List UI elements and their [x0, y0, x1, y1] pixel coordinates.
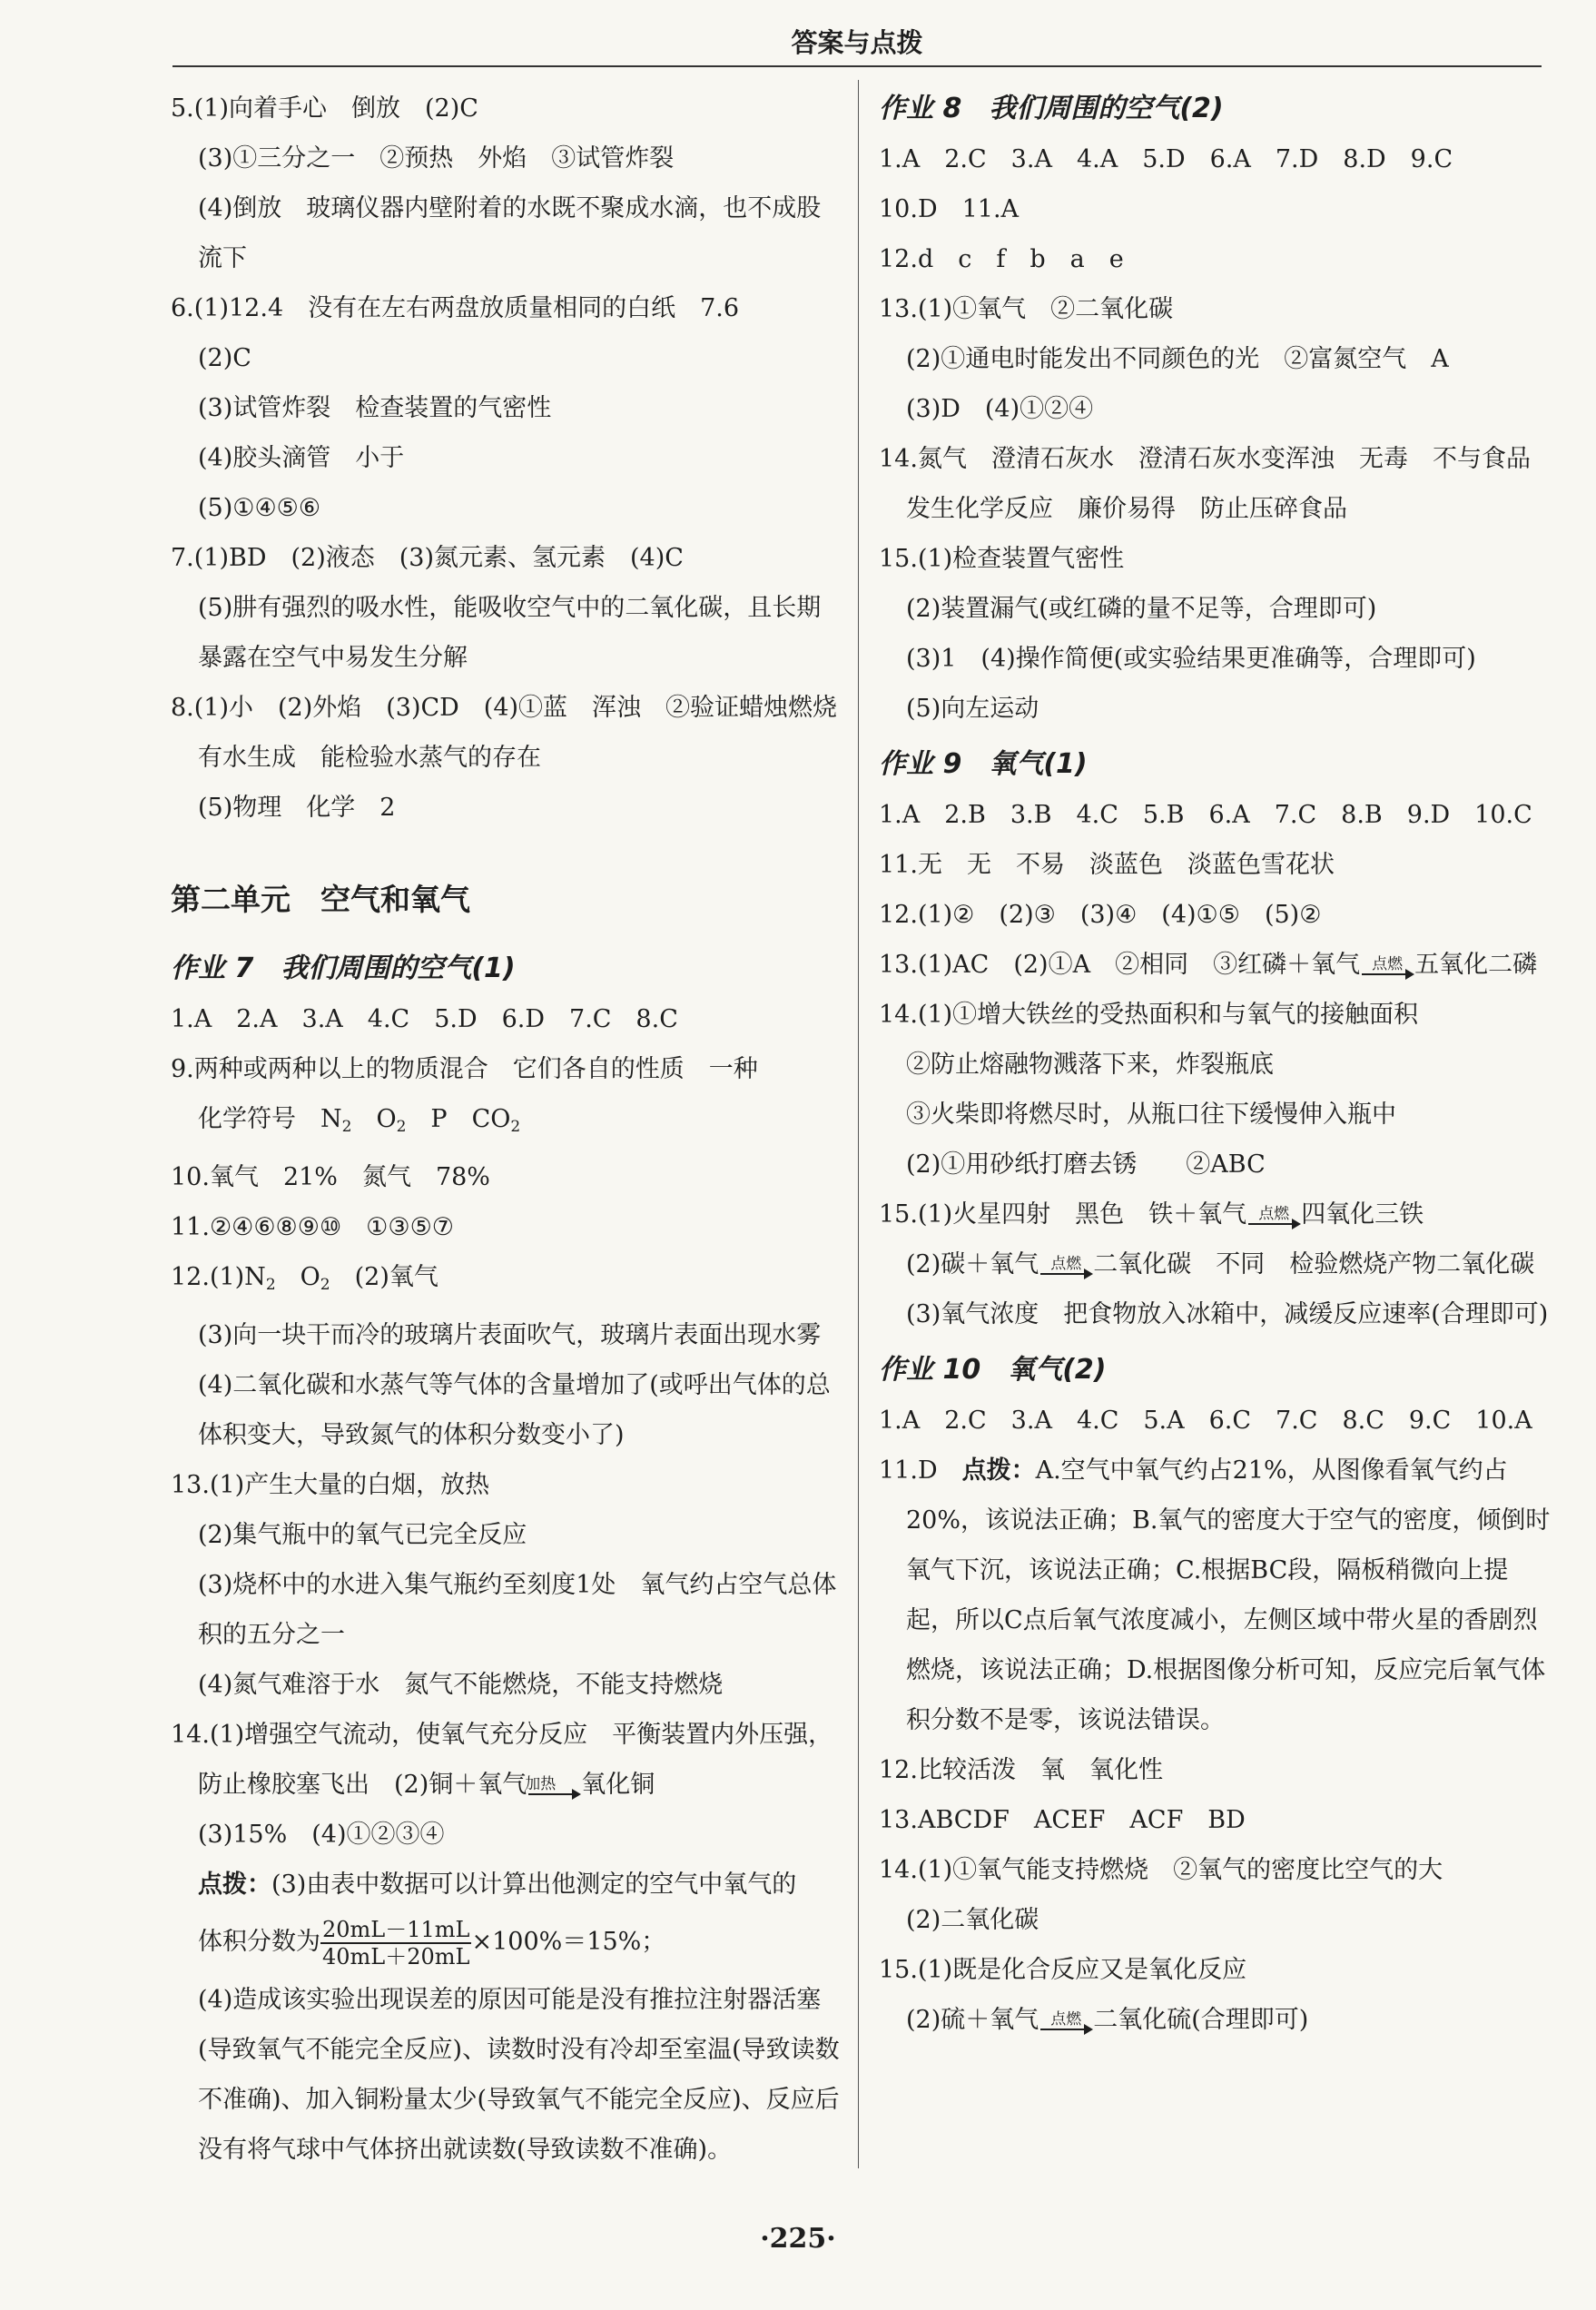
text-run: O [351, 1105, 397, 1133]
text-run: 氧化铜 [581, 1771, 655, 1799]
fraction [320, 1917, 471, 1969]
text-run: 二氧化硫(合理即可) [1093, 2006, 1309, 2034]
text-run: 二氧化碳 不同 检验燃烧产物二氧化碳 [1093, 1250, 1535, 1278]
page-number: ·225· [760, 2223, 836, 2255]
answer-line: (5)①④⑤⑥ [198, 494, 321, 522]
answer-line: (4)胶头滴管 小于 [198, 444, 405, 472]
reaction-condition: 加热 [525, 1775, 557, 1793]
answer-line: (4)氮气难溶于水 氮气不能燃烧，不能支持燃烧 [198, 1671, 724, 1699]
answer-line: ③火柴即将燃尽时，从瓶口往下缓慢伸入瓶中 [906, 1101, 1396, 1129]
left-column [171, 84, 844, 2175]
answer-line [879, 940, 1551, 990]
answer-line: 14.(1)①增大铁丝的受热面积和与氧气的接触面积 [879, 1001, 1419, 1029]
subscript: 2 [510, 1118, 521, 1136]
reaction-arrow [1362, 956, 1413, 975]
answer-line: (3)烧杯中的水进入集气瓶约至刻度1处 氧气约占空气总体积的五分之一 [198, 1571, 837, 1649]
answer-line: 10.D 11.A [879, 195, 1020, 223]
answer-line: (3)向一块干而冷的玻璃片表面吹气，玻璃片表面出现水雾 [198, 1321, 822, 1349]
homework-title: 作业 8 我们周围的空气(2) [879, 93, 1224, 124]
answer-line: (3)D (4)①②④ [906, 395, 1094, 423]
text-run: 四氧化三铁 [1301, 1200, 1424, 1229]
answer-line: 11.无 无 不易 淡蓝色 淡蓝色雪花状 [879, 851, 1335, 879]
text-run: 化学符号 N [198, 1105, 342, 1133]
fraction-numerator: 20mL－11mL [322, 1916, 470, 1942]
answer-line: (2)C [198, 344, 251, 372]
reaction-condition: 点燃 [1372, 955, 1404, 973]
answer-line [171, 1910, 844, 1975]
answer-line: 1.A 2.B 3.B 4.C 5.B 6.A 7.C 8.B 9.D 10.C [879, 801, 1532, 829]
answer-line [879, 1190, 1551, 1239]
answer-line: ②防止熔融物溅落下来，炸裂瓶底 [906, 1051, 1274, 1079]
reaction-condition: 点燃 [1258, 1205, 1290, 1223]
text-run: 13.(1)AC (2)①A ②相同 ③红磷＋氧气 [879, 951, 1361, 979]
answer-line: (5)肼有强烈的吸水性，能吸收空气中的二氧化碳，且长期暴露在空气中易发生分解 [198, 594, 822, 672]
answer-line [171, 1710, 844, 1810]
reaction-arrow [1248, 1206, 1299, 1225]
answer-line: 14.(1)①氧气能支持燃烧 ②氧气的密度比空气的大 [879, 1856, 1443, 1884]
answer-line: 7.(1)BD (2)液态 (3)氮元素、氢元素 (4)C [171, 544, 684, 572]
answer-line: 11.②④⑥⑧⑨⑩ ①③⑤⑦ [171, 1213, 454, 1241]
text-run: 14.(1)增强空气流动，使氧气充分反应 平衡装置内外压强，防止橡胶塞飞出 (2)铜＋氧气 [171, 1721, 833, 1799]
homework-title: 作业 10 氧气(2) [879, 1354, 1107, 1386]
answer-line [171, 1094, 844, 1152]
answer-line [171, 1860, 844, 1910]
answer-line [171, 1252, 844, 1310]
text-run: (2)氧气 [330, 1263, 438, 1291]
text-run: 五氧化二磷 [1414, 951, 1538, 979]
answer-line: 13.ABCDF ACEF ACF BD [879, 1806, 1246, 1834]
right-column [879, 84, 1551, 2045]
subscript: 2 [320, 1276, 330, 1294]
answer-line: 8.(1)小 (2)外焰 (3)CD (4)①蓝 浑浊 ②验证蜡烛燃烧有水生成 能检验水蒸气的存在 [171, 694, 838, 772]
answer-line: 13.(1)①氧气 ②二氧化碳 [879, 295, 1174, 323]
answer-line: (4)倒放 玻璃仪器内壁附着的水既不聚成水滴，也不成股流下 [198, 194, 822, 272]
answer-line: 10.氧气 21% 氮气 78% [171, 1163, 490, 1191]
answer-line: (3)1 (4)操作简便(或实验结果更准确等，合理即可) [906, 645, 1476, 673]
column-divider [858, 80, 859, 2168]
answer-line: 1.A 2.C 3.A 4.C 5.A 6.C 7.C 8.C 9.C 10.A [879, 1407, 1532, 1435]
tip-label: 点拨： [198, 1871, 271, 1899]
text-run: 12.(1)N [171, 1263, 266, 1291]
answer-line: (3)试管炸裂 检查装置的气密性 [198, 394, 552, 422]
answer-line: (3)15% (4)①②③④ [198, 1821, 445, 1849]
tip-label: 点拨： [961, 1456, 1036, 1485]
answer-line: (2)集气瓶中的氧气已完全反应 [198, 1521, 527, 1549]
unit-title: 第二单元 空气和氧气 [171, 882, 470, 917]
text-run: (2)碳＋氧气 [906, 1250, 1039, 1278]
answer-line: (2)①用砂纸打磨去锈 ②ABC [906, 1150, 1266, 1179]
text-run: 11.D [879, 1456, 962, 1485]
text-run: A.空气中氧气约占21%，从图像看氧气约占20%，该说法正确；B.氧气的密度大于空气的密度，倾倒时氧气下沉，该说法正确；C.根据BC段，隔板稍微向上提起，所以C点后氧气浓度减小，左侧区域中带火星的香剧烈燃烧，该说法正确；D.根据图像分析可知，反应完后氧气体积分数不是零，该说法错误。 [906, 1456, 1551, 1734]
answer-line: 15.(1)既是化合反应又是氧化反应 [879, 1956, 1247, 1984]
answer-line: 1.A 2.C 3.A 4.A 5.D 6.A 7.D 8.D 9.C [879, 145, 1453, 173]
text-run: (3)由表中数据可以计算出他测定的空气中氧气的 [271, 1871, 797, 1899]
answer-line: 9.两种或两种以上的物质混合 它们各自的性质 一种 [171, 1055, 758, 1083]
subscript: 2 [341, 1118, 352, 1136]
answer-line: 12.d c f b a e [879, 245, 1124, 273]
text-run: (2)硫＋氧气 [906, 2006, 1039, 2034]
answer-line: (3)氧气浓度 把食物放入冰箱中，减缓反应速率(合理即可) [906, 1300, 1549, 1328]
answer-line: 5.(1)向着手心 倒放 (2)C [171, 94, 478, 123]
text-run: ×100%＝15%； [471, 1928, 666, 1956]
reaction-arrow [1040, 2011, 1091, 2030]
reaction-arrow [1040, 1256, 1091, 1275]
answer-line: (5)向左运动 [906, 695, 1039, 723]
text-run: O [275, 1263, 320, 1291]
answer-line: (2)①通电时能发出不同颜色的光 ②富氮空气 A [906, 345, 1449, 373]
subscript: 2 [265, 1276, 276, 1294]
reaction-arrow [525, 1775, 579, 1795]
text-run: P CO [406, 1105, 511, 1133]
homework-title: 作业 7 我们周围的空气(1) [171, 953, 516, 984]
answer-line: 13.(1)产生大量的白烟，放热 [171, 1471, 490, 1499]
text-run: 15.(1)火星四射 黑色 铁＋氧气 [879, 1200, 1247, 1229]
answer-line: 15.(1)检查装置气密性 [879, 545, 1125, 573]
answer-line: (3)①三分之一 ②预热 外焰 ③试管炸裂 [198, 144, 675, 173]
answer-line: 1.A 2.A 3.A 4.C 5.D 6.D 7.C 8.C [171, 1005, 678, 1033]
answer-line: (2)装置漏气(或红磷的量不足等，合理即可) [906, 595, 1377, 623]
answer-line [879, 1995, 1551, 2045]
answer-line: (2)二氧化碳 [906, 1906, 1039, 1934]
page-header [172, 20, 1542, 67]
reaction-condition: 点燃 [1050, 1255, 1082, 1273]
answer-line: 12.(1)② (2)③ (3)④ (4)①⑤ (5)② [879, 901, 1322, 929]
answer-line: (4)造成该实验出现误差的原因可能是没有推拉注射器活塞(导致氧气不能完全反应)、读数时没有冷却至室温(导致读数不准确)、加入铜粉量太少(导致氧气不能完全反应)、反应后没有将气球中气体挤出就读数(导致读数不准确)。 [198, 1986, 840, 2164]
subscript: 2 [396, 1118, 407, 1136]
header-title: 答案与点拨 [791, 27, 923, 58]
reaction-condition: 点燃 [1050, 2010, 1082, 2029]
answer-line [879, 1239, 1551, 1289]
fraction-denominator: 40mL＋20mL [322, 1943, 470, 1969]
text-run: 体积分数为 [198, 1928, 320, 1956]
answer-line: 12.比较活泼 氧 氧化性 [879, 1756, 1163, 1784]
answer-line: (4)二氧化碳和水蒸气等气体的含量增加了(或呼出气体的总体积变大，导致氮气的体积分数变小了) [198, 1371, 831, 1449]
answer-line: 6.(1)12.4 没有在左右两盘放质量相同的白纸 7.6 [171, 294, 740, 322]
answer-line: 14.氮气 澄清石灰水 澄清石灰水变浑浊 无毒 不与食品发生化学反应 廉价易得 防止压碎食品 [879, 445, 1531, 523]
answer-line [879, 1446, 1551, 1745]
homework-title: 作业 9 氧气(1) [879, 748, 1088, 780]
answer-line: (5)物理 化学 2 [198, 794, 396, 822]
